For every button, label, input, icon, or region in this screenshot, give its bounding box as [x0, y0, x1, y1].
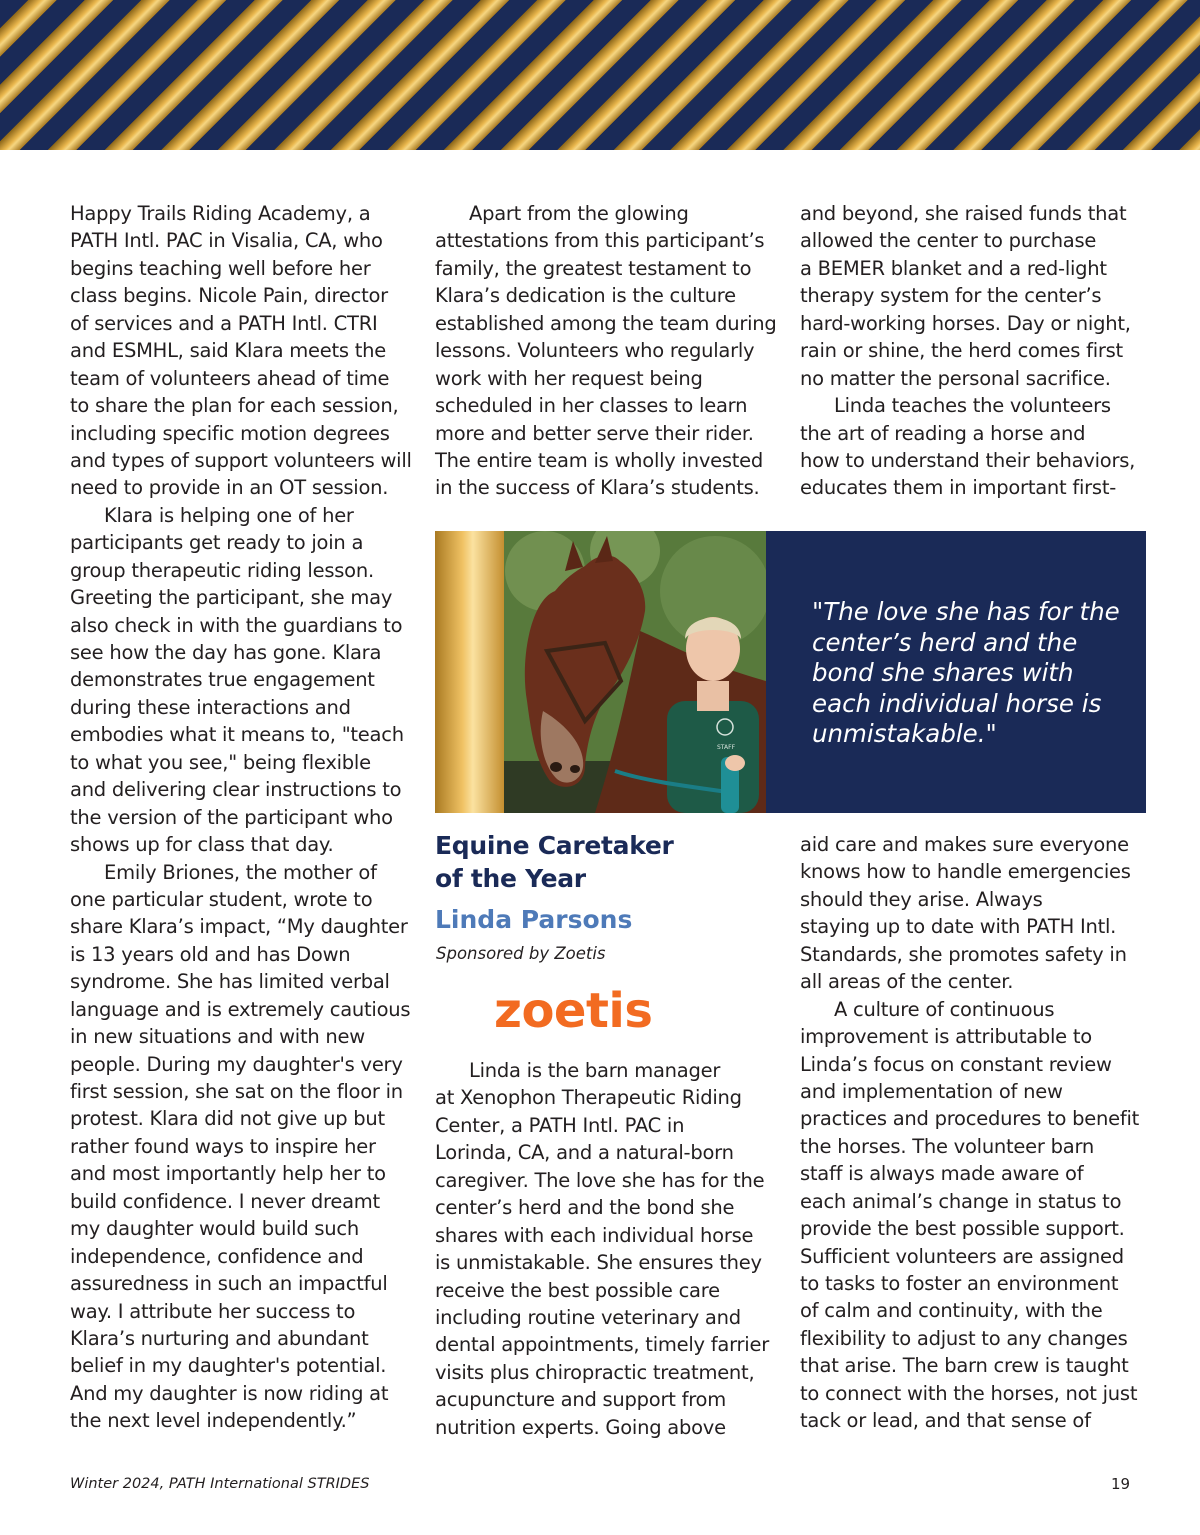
- text-line: no matter the personal sacrifice.: [800, 366, 1111, 390]
- text-line: allowed the center to purchase: [800, 229, 1097, 253]
- text-line: Linda’s focus on constant review: [800, 1052, 1112, 1076]
- text-line: unmistakable.": [812, 719, 997, 749]
- text-line: A culture of continuous: [834, 997, 1055, 1021]
- text-line: established among the team during: [435, 311, 777, 335]
- text-line: and most importantly help her to: [70, 1162, 386, 1186]
- text-line: the version of the participant who: [70, 805, 393, 829]
- text-line: scheduled in her classes to learn: [435, 394, 748, 418]
- text-line: language and is extremely cautious: [70, 997, 411, 1021]
- text-line: Sufficient volunteers are assigned: [800, 1244, 1124, 1268]
- text-line: way. I attribute her success to: [70, 1299, 356, 1323]
- text-line: shares with each individual horse: [435, 1223, 754, 1247]
- text-line: visits plus chiropractic treatment,: [435, 1360, 755, 1384]
- text-line: Emily Briones, the mother of: [104, 860, 377, 884]
- text-line: Center, a PATH Intl. PAC in: [435, 1113, 685, 1137]
- text-line: share Klara’s impact, “My daughter: [70, 915, 408, 939]
- text-line: nutrition experts. Going above: [435, 1415, 726, 1439]
- sponsor-credit: Sponsored by Zoetis: [436, 944, 606, 963]
- text-line: to connect with the horses, not just: [800, 1381, 1138, 1405]
- text-line: independence, confidence and: [70, 1244, 364, 1268]
- text-line: and implementation of new: [800, 1079, 1063, 1103]
- text-line: a BEMER blanket and a red-light: [800, 256, 1107, 280]
- text-line: Klara’s dedication is the culture: [435, 284, 736, 308]
- text-line: also check in with the guardians to: [70, 613, 403, 637]
- text-line: participants get ready to join a: [70, 531, 364, 555]
- text-line: during these interactions and: [70, 695, 351, 719]
- text-line: including routine veterinary and: [435, 1305, 741, 1329]
- text-line: rather found ways to inspire her: [70, 1134, 376, 1158]
- text-line: my daughter would build such: [70, 1217, 359, 1241]
- text-line: center’s herd and the bond she: [435, 1196, 735, 1220]
- pull-quote-box: [766, 531, 1146, 813]
- text-line: see how the day has gone. Klara: [70, 641, 382, 664]
- text-line: including specific motion degrees: [70, 421, 390, 445]
- text-line: knows how to handle emergencies: [800, 860, 1131, 884]
- text-line: begins teaching well before her: [70, 256, 371, 280]
- text-line: Klara’s nurturing and abundant: [70, 1326, 369, 1350]
- text-line: build confidence. I never dreamt: [70, 1189, 380, 1213]
- text-line: improvement is attributable to: [800, 1025, 1092, 1049]
- text-line: acupuncture and support from: [435, 1388, 726, 1412]
- text-line: assuredness in such an impactful: [70, 1272, 388, 1296]
- text-line: rain or shine, the herd comes first: [800, 339, 1123, 363]
- page-number: 19: [1111, 1475, 1131, 1493]
- text-line: staff is always made aware of: [800, 1162, 1084, 1186]
- text-line: should they arise. Always: [800, 887, 1043, 911]
- text-line: Apart from the glowing: [469, 202, 689, 225]
- text-line: Linda teaches the volunteers: [834, 394, 1111, 418]
- text-line: Standards, she promotes safety in: [800, 942, 1127, 966]
- text-line: provide the best possible support.: [800, 1217, 1125, 1241]
- zoetis-logo: zoetis: [494, 983, 653, 1039]
- text-line: And my daughter is now riding at: [70, 1381, 389, 1405]
- decorative-stripe-banner: [0, 0, 1200, 150]
- text-line: of calm and continuity, with the: [800, 1299, 1103, 1323]
- article-column-3-top: [800, 200, 1135, 502]
- text-line: family, the greatest testament to: [435, 256, 752, 280]
- text-line: to what you see," being flexible: [70, 750, 371, 774]
- article-column-3-bottom: [800, 831, 1139, 1435]
- text-line: each animal’s change in status to: [800, 1189, 1122, 1213]
- text-line: Greeting the participant, she may: [70, 586, 393, 610]
- text-line: to tasks to foster an environment: [800, 1272, 1119, 1295]
- text-line: shows up for class that day.: [70, 833, 334, 857]
- text-line: Linda is the barn manager: [469, 1059, 721, 1082]
- photo-illustration: [435, 531, 766, 813]
- text-line: of services and a PATH Intl. CTRI: [70, 311, 378, 335]
- article-column-2-top: [435, 200, 777, 502]
- text-line: the horses. The volunteer barn: [800, 1134, 1095, 1158]
- text-line: attestations from this participant’s: [435, 229, 765, 253]
- text-line: flexibility to adjust to any changes: [800, 1326, 1128, 1350]
- text-line: lessons. Volunteers who regularly: [435, 339, 755, 363]
- text-line: practices and procedures to benefit: [800, 1107, 1140, 1131]
- text-line: team of volunteers ahead of time: [70, 366, 390, 390]
- text-line: PATH Intl. PAC in Visalia, CA, who: [70, 229, 383, 253]
- pull-quote: [812, 597, 1132, 750]
- text-line: at Xenophon Therapeutic Riding: [435, 1086, 742, 1110]
- text-line: aid care and makes sure everyone: [800, 833, 1129, 856]
- text-line: how to understand their behaviors,: [800, 448, 1136, 472]
- text-line: group therapeutic riding lesson.: [70, 558, 374, 582]
- article-column-2-bottom: [435, 1057, 769, 1441]
- text-line: and ESMHL, said Klara meets the: [70, 339, 386, 363]
- text-line: each individual horse is: [812, 688, 1102, 718]
- award-title: [435, 829, 674, 895]
- awardee-name: Linda Parsons: [435, 905, 633, 934]
- text-line: work with her request being: [435, 366, 703, 390]
- text-line: dental appointments, timely farrier: [435, 1333, 769, 1357]
- staff-shirt-label: STAFF: [717, 744, 736, 751]
- text-line: hard-working horses. Day or night,: [800, 311, 1131, 335]
- text-line: bond she shares with: [812, 658, 1074, 688]
- text-line: Lorinda, CA, and a natural-born: [435, 1141, 734, 1165]
- text-line: and delivering clear instructions to: [70, 778, 402, 802]
- text-line: more and better serve their rider.: [435, 421, 754, 445]
- text-line: therapy system for the center’s: [800, 284, 1102, 308]
- article-column-1: [70, 200, 412, 1435]
- text-line: demonstrates true engagement: [70, 668, 375, 692]
- text-line: and beyond, she raised funds that: [800, 202, 1127, 225]
- text-line: class begins. Nicole Pain, director: [70, 284, 388, 308]
- text-line: syndrome. She has limited verbal: [70, 970, 390, 994]
- award-title-line-1: Equine Caretaker: [435, 831, 674, 860]
- text-line: in new situations and with new: [70, 1025, 365, 1049]
- text-line: to share the plan for each session,: [70, 394, 399, 418]
- text-line: one particular student, wrote to: [70, 887, 373, 911]
- text-line: that arise. The barn crew is taught: [800, 1354, 1129, 1378]
- text-line: tack or lead, and that sense of: [800, 1409, 1091, 1433]
- text-line: belief in my daughter's potential.: [70, 1354, 387, 1378]
- text-line: Happy Trails Riding Academy, a: [70, 202, 371, 225]
- award-title-line-2: of the Year: [435, 864, 586, 893]
- text-line: people. During my daughter's very: [70, 1052, 403, 1076]
- text-line: the art of reading a horse and: [800, 421, 1086, 445]
- text-line: the next level independently.”: [70, 1409, 357, 1433]
- linda-parsons-horse-photo: [435, 531, 766, 813]
- text-line: protest. Klara did not give up but: [70, 1107, 385, 1131]
- text-line: need to provide in an OT session.: [70, 476, 389, 500]
- text-line: in the success of Klara’s students.: [435, 476, 760, 500]
- publication-footer: Winter 2024, PATH International STRIDES: [70, 1476, 370, 1492]
- text-line: is unmistakable. She ensures they: [435, 1251, 762, 1275]
- text-line: educates them in important first-: [800, 476, 1117, 500]
- text-line: "The love she has for the: [812, 597, 1120, 626]
- text-line: first session, she sat on the floor in: [70, 1080, 403, 1103]
- text-line: embodies what it means to, "teach: [70, 723, 404, 747]
- text-line: is 13 years old and has Down: [70, 942, 351, 966]
- text-line: and types of support volunteers will: [70, 448, 412, 472]
- text-line: all areas of the center.: [800, 970, 1014, 994]
- text-line: Klara is helping one of her: [104, 503, 354, 527]
- text-line: center’s herd and the: [812, 627, 1078, 657]
- text-line: caregiver. The love she has for the: [435, 1168, 765, 1192]
- text-line: receive the best possible care: [435, 1278, 720, 1302]
- text-line: staying up to date with PATH Intl.: [800, 915, 1117, 939]
- text-line: The entire team is wholly invested: [435, 448, 764, 472]
